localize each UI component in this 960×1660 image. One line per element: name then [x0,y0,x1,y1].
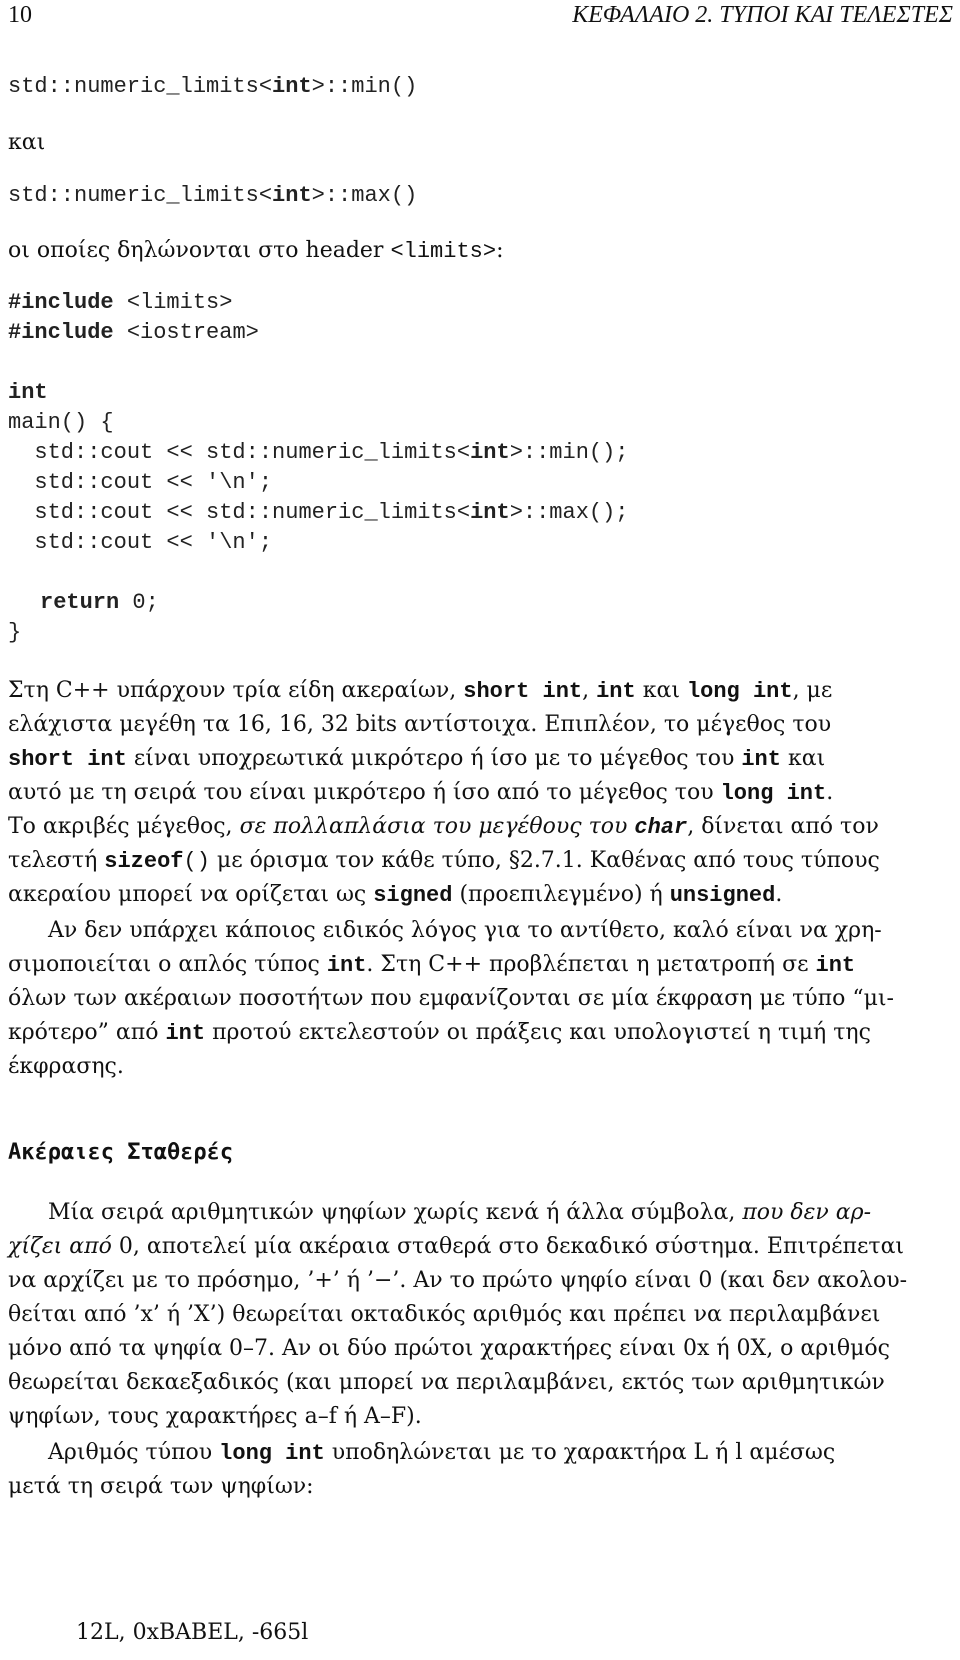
text: Μία σειρά αριθμητικών ψηφίων χωρίς κενά ή άλλα σύμβολα, [48,1200,743,1225]
text: . [775,882,783,907]
inline-code: long int [720,781,827,806]
para2-line5: έκφρασης. [8,1054,124,1079]
italic-text: χίζει από [8,1234,112,1259]
and-word: και [8,130,46,155]
return-type-line: int [8,380,48,405]
page-number: 10 [8,2,32,28]
inline-code: int [815,953,856,978]
text: . Στη C++ προβλέπεται η μετατροπή σε [366,952,816,977]
para3-line1 [48,1200,871,1225]
code-keyword: #include [8,320,114,345]
code-keyword: int [470,440,510,465]
text: , δίνεται από τον [687,814,879,839]
inline-code: short int [8,747,127,772]
para1-line7 [8,882,782,908]
code-text: <limits> [113,290,233,315]
include-limits-line [8,290,232,315]
inline-code: unsigned [669,883,776,908]
code-text: std::numeric_limits< [8,74,273,99]
para2-line3: όλων των ακέραιων ποσοτήτων που εμφανίζονται σε μία έκφραση με τύπο “μι- [8,986,894,1011]
code-numeric-limits-min [8,74,417,99]
text: αυτό με τη σειρά του είναι μικρότερο ή ίσο από το μέγεθος του [8,780,721,805]
para3-line5: μόνο από τα ψηφία 0–7. Αν οι δύο πρώτοι χαρακτήρες είναι 0x ή 0X, ο αριθμός [8,1336,890,1361]
inline-code: short int [463,679,583,704]
para2-line1: Αν δεν υπάρχει κάποιος ειδικός λόγος για το αντίθετο, καλό είναι να χρη- [48,918,882,943]
para3-line2 [8,1234,904,1259]
inline-code: <limits> [390,239,497,264]
para2-line2 [8,952,855,978]
example-constants: 12L, 0xBABEL, -665l [76,1620,309,1645]
section-heading: Ακέραιες Σταθερές [8,1140,234,1165]
text: υποδηλώνεται με το χαρακτήρα L ή l αμέσως [324,1440,836,1465]
code-keyword: return [40,590,120,615]
para1-line5 [8,814,879,840]
text: Αριθμός τύπου [48,1440,220,1465]
para4-line1 [48,1440,835,1466]
inline-code: int [596,679,636,704]
para3-line3: να αρχίζει με το πρόσημο, ’+’ ή ’−’. Αν το πρώτο ψηφίο είναι 0 (και δεν ακολου- [8,1268,908,1293]
code-text: std::numeric_limits< [8,183,273,208]
code-text: >::max(); [509,500,629,525]
page-header [8,0,953,34]
include-iostream-line [8,320,259,345]
closing-brace-line: } [8,620,22,645]
code-numeric-limits-max [8,183,417,208]
code-text: <iostream> [113,320,259,345]
text: , με [792,678,833,703]
text: Το ακριβές μέγεθος, [8,814,240,839]
text: σιμοποιείται ο απλός τύπος [8,952,327,977]
code-keyword: int [272,183,312,208]
para3-line4: θείται από ’x’ ή ’X’) θεωρείται οκταδικός αριθμός και πρέπει να περιλαμβάνει [8,1302,881,1327]
chapter-title: ΚΕΦΑΛΑΙΟ 2. ΤΥΠΟΙ ΚΑΙ ΤΕΛΕΣΤΕΣ [572,2,953,28]
inline-code: long int [219,1441,325,1466]
code-keyword: int [272,74,312,99]
para3-line7: ψηφίων, τους χαρακτήρες a–f ή A–F). [8,1404,422,1429]
return-line [40,590,159,615]
text: είναι υποχρεωτικά μικρότερο ή ίσο με το μέγεθος του [126,746,742,771]
cout-min-line [8,440,629,465]
inline-code: sizeof [104,849,184,874]
main-signature-line: main() { [8,410,114,435]
code-text: >::min(); [509,440,629,465]
inline-code: char [634,815,688,840]
para2-line4 [8,1020,871,1046]
text: (προεπιλεγμένο) ή [452,882,670,907]
inline-code: signed [373,883,453,908]
para1-line2: ελάχιστα μεγέθη τα 16, 16, 32 bits αντίστοιχα. Επιπλέον, το μέγεθος του [8,712,832,737]
text: οι οποίες δηλώνονται στο header [8,238,391,263]
inline-code: int [741,747,781,772]
para1-line6 [8,848,880,874]
cout-max-line [8,500,629,525]
inline-code: int [326,953,367,978]
para1-line3 [8,746,825,772]
code-keyword: #include [8,290,114,315]
text: προτού εκτελεστούν οι πράξεις και υπολογιστεί η τιμή της [205,1020,871,1045]
text: Στη C++ υπάρχουν τρία είδη ακεραίων, [8,678,464,703]
inline-code: () [183,849,210,874]
italic-text: σε πολλαπλάσια του μεγέθους του [239,814,635,839]
code-text: >::max() [311,183,418,208]
para3-line6: θεωρείται δεκαεξαδικός (και μπορεί να περιλαμβάνει, εκτός των αριθμητικών [8,1370,885,1395]
cout-newline-line-2: std::cout << '\n'; [8,530,273,555]
text: με όρισμα τον κάθε τύπο, §2.7.1. Καθένας από τους τύπους [209,848,880,873]
cout-newline-line-1: std::cout << '\n'; [8,470,273,495]
para1-line1 [8,678,832,704]
code-text: std::cout << std::numeric_limits< [8,440,471,465]
text: και [635,678,687,703]
inline-code: long int [686,679,793,704]
code-text: >::min() [311,74,418,99]
text: και [780,746,826,771]
text: , [582,678,597,703]
text: τελεστή [8,848,105,873]
inline-code: int [165,1021,206,1046]
text: ακεραίου μπορεί να ορίζεται ως [8,882,374,907]
code-text: std::cout << std::numeric_limits< [8,500,471,525]
code-text: 0; [119,590,159,615]
para4-line2: μετά τη σειρά των ψηφίων: [8,1474,314,1499]
italic-text: που δεν αρ- [742,1200,872,1225]
text: 0, αποτελεί μία ακέραια σταθερά στο δεκαδικό σύστημα. Επιτρέπεται [111,1234,905,1259]
code-keyword: int [470,500,510,525]
text: . [826,780,834,805]
para1-line4 [8,780,833,806]
declared-in-header-line [8,238,504,264]
text: κρότερο” από [8,1020,166,1045]
text: : [496,238,504,263]
